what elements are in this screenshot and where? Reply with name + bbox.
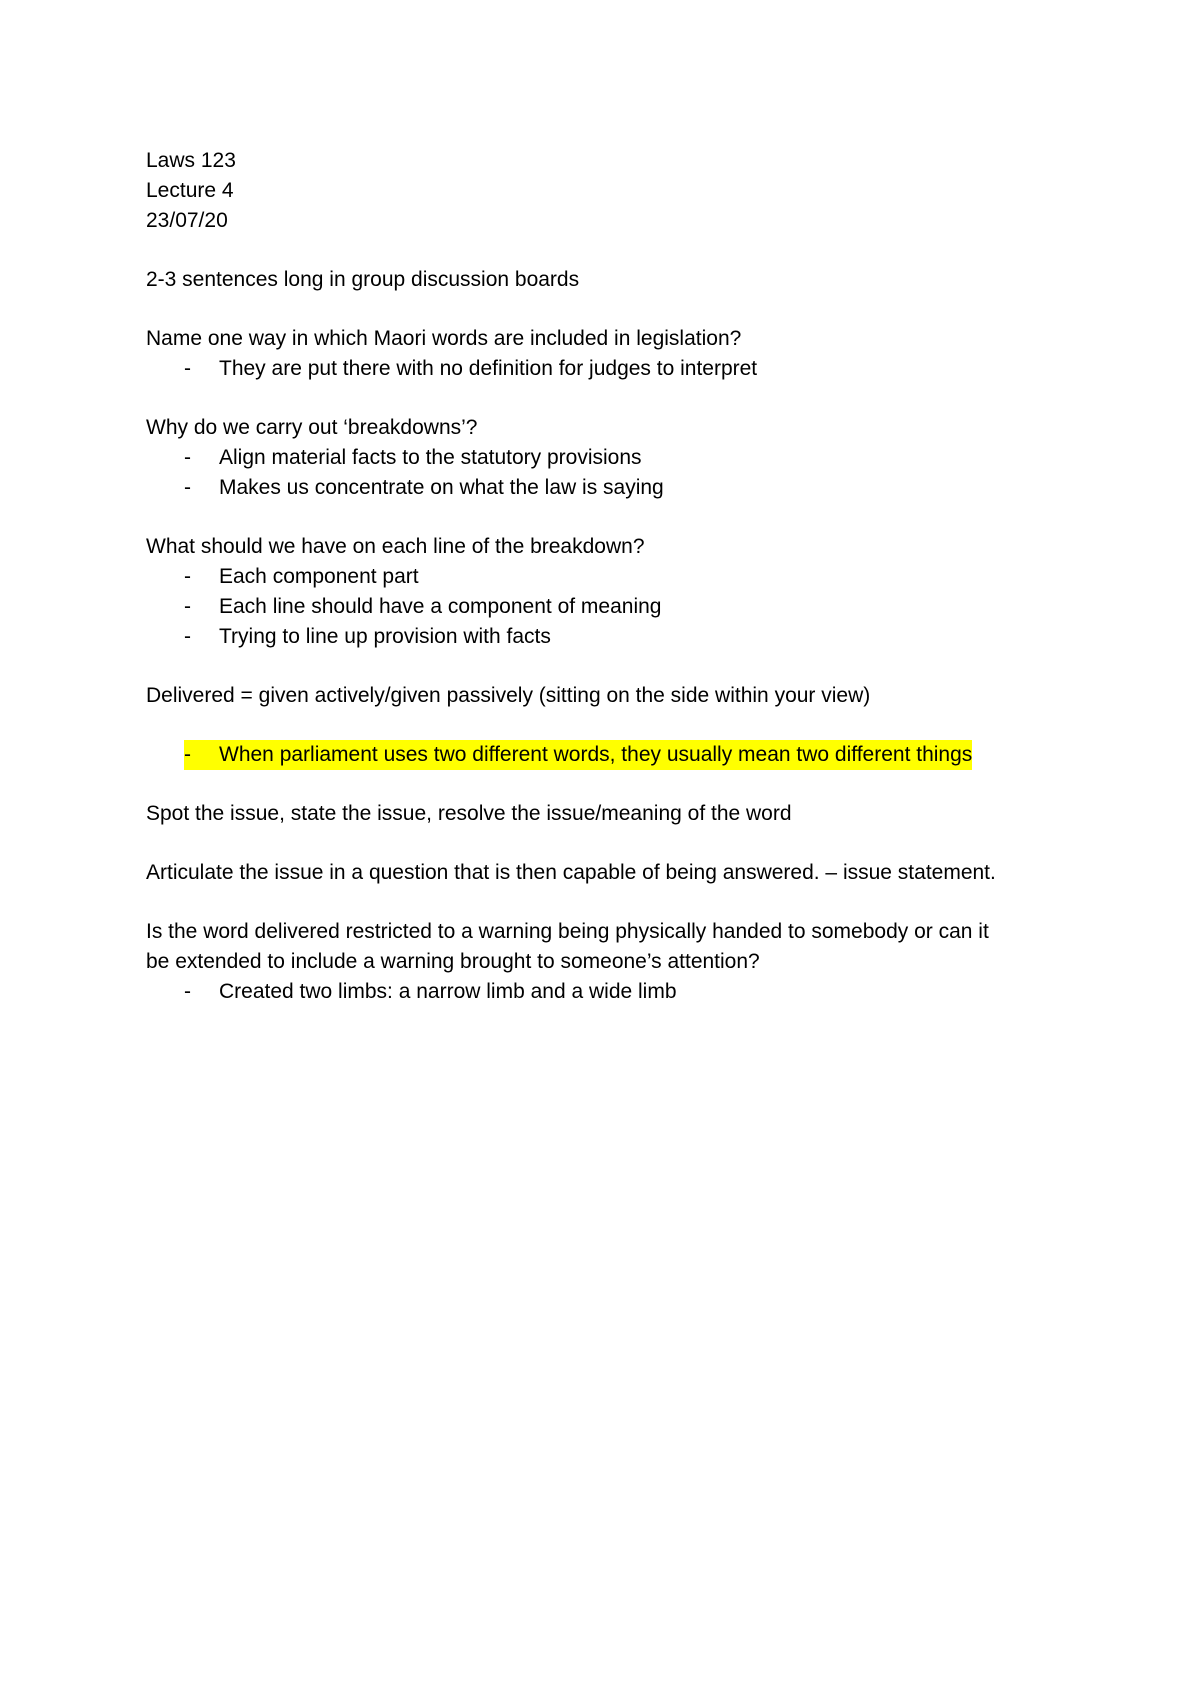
bullet-text: Each component part bbox=[219, 565, 419, 588]
note-articulate: Articulate the issue in a question that is then capable of being answered. – issue statement. bbox=[146, 861, 996, 884]
lecture-number: Lecture 4 bbox=[146, 179, 234, 202]
spacer bbox=[146, 711, 1076, 740]
lecture-notes bbox=[146, 146, 1076, 1007]
question-breakdowns: Why do we carry out ‘breakdowns’? bbox=[146, 416, 478, 439]
spacer bbox=[146, 384, 1076, 413]
bullet-item bbox=[146, 443, 1076, 473]
spacer bbox=[146, 236, 1076, 265]
course-title: Laws 123 bbox=[146, 149, 236, 172]
bullet-text: Each line should have a component of meaning bbox=[219, 595, 662, 618]
bullet-dash: - bbox=[184, 476, 191, 499]
bullet-text: Makes us concentrate on what the law is saying bbox=[219, 476, 664, 499]
question-line: What should we have on each line of the breakdown? bbox=[146, 535, 645, 558]
spacer bbox=[146, 503, 1076, 532]
bullet-text: Created two limbs: a narrow limb and a wide limb bbox=[219, 980, 677, 1003]
note-discussion: 2-3 sentences long in group discussion boards bbox=[146, 268, 580, 291]
spacer bbox=[146, 829, 1076, 858]
bullet-dash: - bbox=[184, 446, 191, 469]
highlighted-bullet bbox=[146, 740, 1076, 770]
note-delivered: Delivered = given actively/given passively (sitting on the side within your view) bbox=[146, 684, 871, 707]
bullet-item bbox=[146, 473, 1076, 503]
bullet-item bbox=[146, 354, 1076, 384]
bullet-dash: - bbox=[184, 743, 191, 766]
bullet-text: When parliament uses two different words, they usually mean two different things bbox=[219, 743, 973, 766]
bullet-dash: - bbox=[184, 595, 191, 618]
spacer bbox=[146, 295, 1076, 324]
bullet-item bbox=[146, 562, 1076, 592]
bullet-text: They are put there with no definition for judges to interpret bbox=[219, 357, 758, 380]
bullet-item bbox=[146, 622, 1076, 652]
bullet-text: Trying to line up provision with facts bbox=[219, 625, 551, 648]
bullet-dash: - bbox=[184, 357, 191, 380]
lecture-date: 23/07/20 bbox=[146, 209, 228, 232]
question-restricted-line-1: Is the word delivered restricted to a warning being physically handed to somebody or can it bbox=[146, 920, 989, 943]
bullet-item bbox=[146, 977, 1076, 1007]
bullet-dash: - bbox=[184, 980, 191, 1003]
spacer bbox=[146, 888, 1076, 917]
note-spot-issue: Spot the issue, state the issue, resolve the issue/meaning of the word bbox=[146, 802, 792, 825]
question-maori: Name one way in which Maori words are included in legislation? bbox=[146, 327, 742, 350]
highlight-mark bbox=[184, 740, 972, 770]
spacer bbox=[146, 652, 1076, 681]
question-restricted-line-2: be extended to include a warning brought to someone’s attention? bbox=[146, 950, 760, 973]
bullet-text: Align material facts to the statutory provisions bbox=[219, 446, 642, 469]
spacer bbox=[146, 770, 1076, 799]
bullet-item bbox=[146, 592, 1076, 622]
bullet-dash: - bbox=[184, 565, 191, 588]
bullet-dash: - bbox=[184, 625, 191, 648]
